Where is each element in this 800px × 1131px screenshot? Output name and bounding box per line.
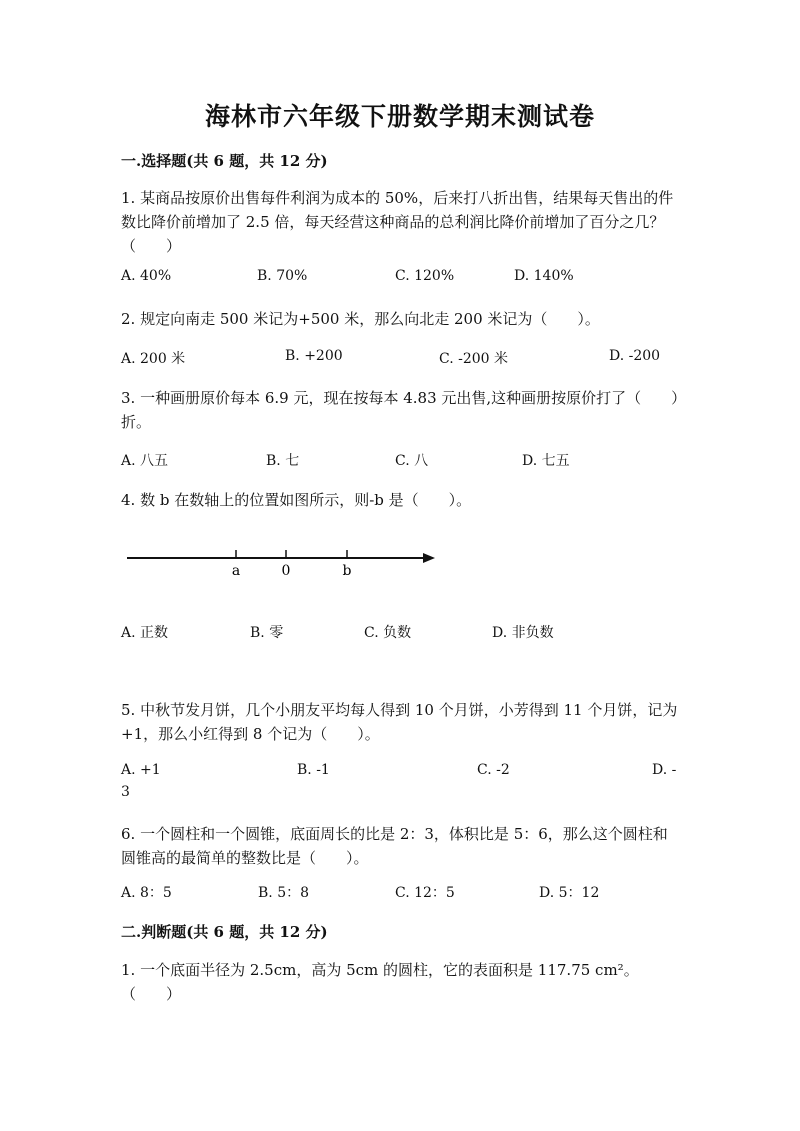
option-c: C. 八 [395, 453, 429, 469]
option-a: A. 正数 [121, 625, 169, 641]
number-line-figure [121, 540, 451, 580]
option-b: B. -1 [297, 762, 330, 778]
section-heading-choice: 一.选择题(共 6 题，共 12 分) [121, 152, 328, 170]
page-title: 海林市六年级下册数学期末测试卷 [204, 102, 595, 131]
option-d-wrap: 3 [121, 784, 130, 800]
options-1 [121, 268, 681, 290]
option-b: B. 七 [266, 453, 300, 469]
option-b: B. 5：8 [258, 885, 310, 901]
option-c: C. -200 米 [439, 351, 509, 367]
option-d: D. 非负数 [492, 625, 554, 641]
judge-question-1: 1. 一个底面半径为 2.5cm，高为 5cm 的圆柱，它的表面积是 117.75 cm²。（ ） [121, 961, 639, 1003]
option-c: C. -2 [477, 762, 510, 778]
options-5-wrap [121, 784, 681, 806]
option-b: B. 70% [257, 268, 308, 284]
options-3 [121, 450, 681, 472]
label-a: a [231, 563, 241, 579]
option-a: A. 八五 [121, 453, 169, 469]
options-6 [121, 882, 681, 904]
option-d: D. - [652, 762, 677, 778]
label-b: b [342, 563, 352, 579]
option-b: B. 零 [250, 625, 284, 641]
option-a: A. +1 [121, 762, 161, 778]
option-d: D. 140% [514, 268, 574, 284]
option-b: B. +200 [285, 348, 343, 364]
question-1: 1. 某商品按原价出售每件利润为成本的 50%，后来打八折出售，结果每天售出的件数比降价前增加了 2.5 倍，每天经营这种商品的总利润比降价前增加了百分之几？（ ） [121, 189, 674, 255]
option-d: D. 七五 [522, 453, 570, 469]
option-c: C. 12：5 [395, 885, 455, 901]
number-line-arrow [423, 553, 435, 563]
options-5 [121, 762, 681, 784]
option-a: A. 200 米 [121, 351, 186, 367]
option-c: C. 120% [395, 268, 455, 284]
question-6: 6. 一个圆柱和一个圆锥，底面周长的比是 2：3，体积比是 5：6，那么这个圆柱和圆锥高的最简单的整数比是（ ）。 [121, 825, 668, 867]
option-d: D. 5：12 [539, 885, 600, 901]
question-3: 3. 一种画册原价每本 6.9 元，现在按每本 4.83 元出售,这种画册按原价打了（ ）折。 [121, 389, 679, 431]
section-heading-judge: 二.判断题(共 6 题，共 12 分) [121, 923, 328, 941]
question-5: 5. 中秋节发月饼，几个小朋友平均每人得到 10 个月饼，小芳得到 11 个月饼，记为+1，那么小红得到 8 个记为（ ）。 [121, 701, 678, 743]
options-4 [121, 622, 681, 644]
option-a: A. 8：5 [121, 885, 172, 901]
option-c: C. 负数 [364, 625, 412, 641]
option-a: A. 40% [121, 268, 172, 284]
label-0: 0 [281, 563, 291, 579]
question-4: 4. 数 b 在数轴上的位置如图所示，则-b 是（ ）。 [121, 491, 472, 509]
option-d: D. -200 [609, 348, 661, 364]
question-2: 2. 规定向南走 500 米记为+500 米，那么向北走 200 米记为（ ）。 [121, 310, 600, 328]
options-2 [121, 348, 681, 370]
